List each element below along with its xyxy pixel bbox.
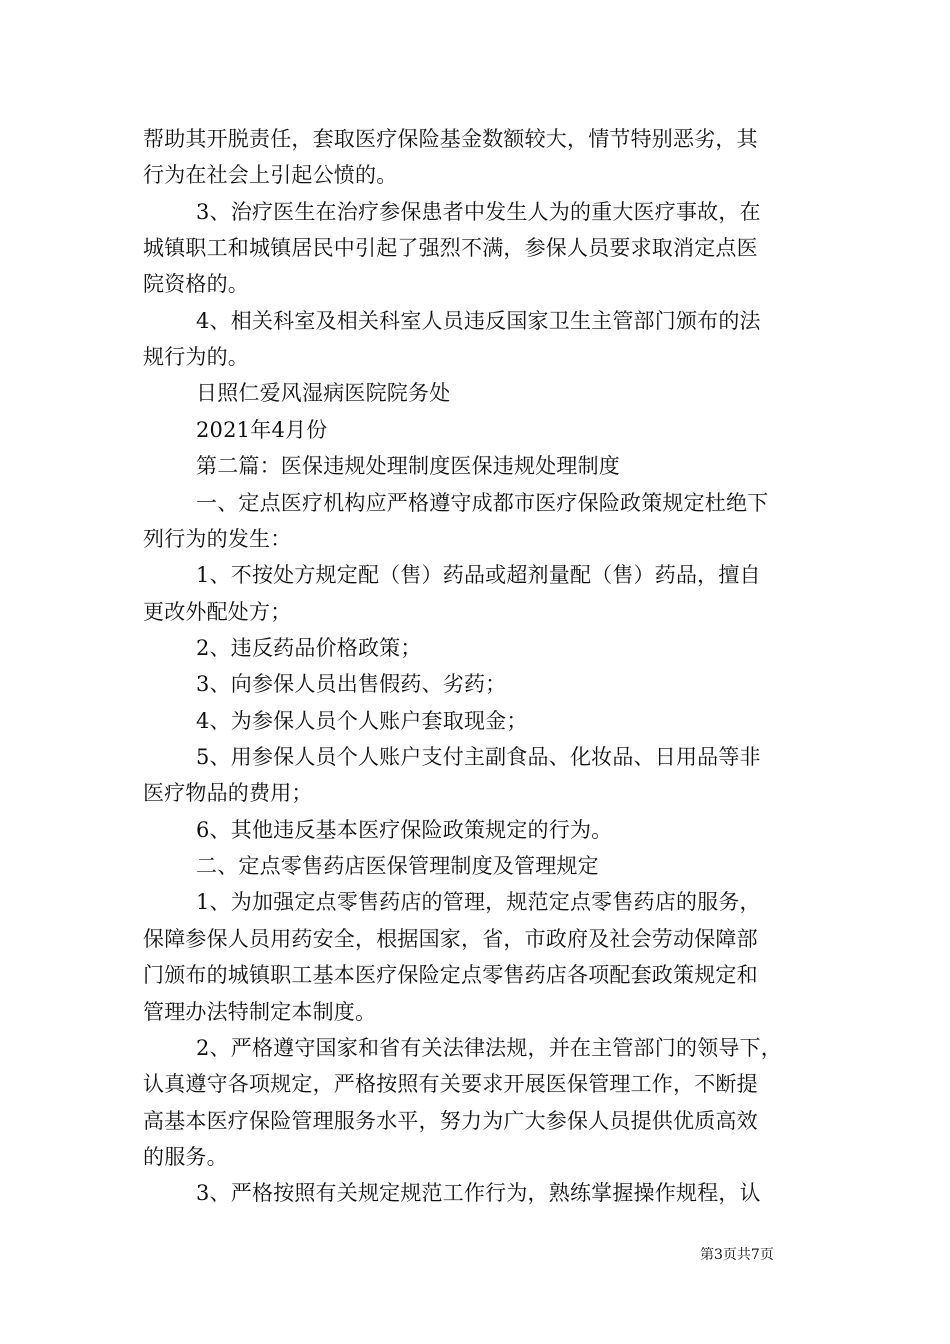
- text-line-17: 4、为参保人员个人账户套取现金；: [196, 709, 528, 733]
- text-line-23: 保障参保人员用药安全，根据国家，省，市政府及社会劳动保障部: [143, 927, 758, 951]
- text-line-27: 认真遵守各项规定，严格按照有关要求开展医保管理工作，不断提: [143, 1072, 758, 1096]
- text-line-11: 一、定点医疗机构应严格遵守成都市医疗保险政策规定杜绝下: [196, 491, 769, 515]
- text-line-1: 帮助其开脱责任，套取医疗保险基金数额较大，情节特别恶劣，其: [143, 127, 758, 151]
- page-number-footer: 第3页共7页: [700, 1247, 774, 1263]
- text-line-14: 更改外配处方；: [143, 600, 292, 624]
- text-line-9: 2021年4月份: [196, 418, 328, 442]
- text-line-4: 城镇职工和城镇居民中引起了强烈不满，参保人员要求取消定点医: [143, 236, 758, 260]
- text-line-26: 2、严格遵守国家和省有关法律法规，并在主管部门的领导下，: [196, 1036, 782, 1060]
- text-line-16: 3、向参保人员出售假药、劣药；: [196, 672, 507, 696]
- text-line-21: 二、定点零售药店医保管理制度及管理规定: [196, 854, 599, 878]
- text-line-18: 5、用参保人员个人账户支付主副食品、化妆品、日用品等非: [196, 745, 761, 769]
- text-line-24: 门颁布的城镇职工基本医疗保险定点零售药店各项配套政策规定和: [143, 963, 758, 987]
- text-line-19: 医疗物品的费用；: [143, 781, 313, 805]
- text-line-6: 4、相关科室及相关科室人员违反国家卫生主管部门颁布的法: [196, 309, 761, 333]
- text-line-15: 2、违反药品价格政策；: [196, 636, 422, 660]
- text-line-25: 管理办法特制定本制度。: [143, 1000, 377, 1024]
- text-line-2: 行为在社会上引起公愤的。: [143, 163, 398, 187]
- text-line-22: 1、为加强定点零售药店的管理，规范定点零售药店的服务，: [196, 890, 761, 914]
- text-line-5: 院资格的。: [143, 272, 249, 296]
- text-line-7: 规行为的。: [143, 345, 249, 369]
- text-line-12: 列行为的发生：: [143, 527, 292, 551]
- text-line-8: 日照仁爱风湿病医院院务处: [196, 381, 451, 405]
- text-line-3: 3、治疗医生在治疗参保患者中发生人为的重大医疗事故，在: [196, 200, 761, 224]
- text-line-30: 3、严格按照有关规定规范工作行为，熟练掌握操作规程，认: [196, 1181, 761, 1205]
- text-line-29: 的服务。: [143, 1145, 228, 1169]
- text-line-28: 高基本医疗保险管理服务水平，努力为广大参保人员提供优质高效: [143, 1109, 758, 1133]
- text-line-20: 6、其他违反基本医疗保险政策规定的行为。: [196, 818, 613, 842]
- text-line-10: 第二篇：医保违规处理制度医保违规处理制度: [196, 454, 620, 478]
- text-line-13: 1、不按处方规定配（售）药品或超剂量配（售）药品，擅自: [196, 563, 761, 587]
